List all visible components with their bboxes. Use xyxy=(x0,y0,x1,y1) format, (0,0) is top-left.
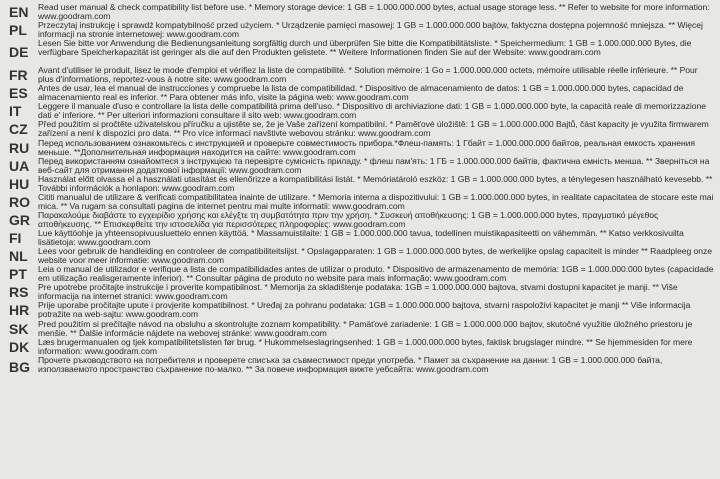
lang-code: PL xyxy=(9,22,27,39)
lang-code: RS xyxy=(9,284,29,301)
lang-row-rs xyxy=(0,283,720,301)
lang-code: RO xyxy=(9,193,30,210)
lang-row-hu xyxy=(0,175,720,193)
lang-code: BG xyxy=(9,358,30,375)
lang-row-en xyxy=(0,3,720,21)
lang-row-ua xyxy=(0,157,720,175)
lang-text: Перед використанням ознайомтеся з інструкцією та перевірте сумісність приладу. * флеш пам'ять: 1 ГБ = 1.000.000.000 байтів, фактична ємність менша. ** Зверніться на веб-сайт для отримання додаткової інформації: www.goodram.com xyxy=(38,156,710,175)
lang-code: EN xyxy=(9,4,29,20)
lang-code: SK xyxy=(9,320,29,337)
lang-code: CZ xyxy=(9,121,28,138)
lang-row-sk xyxy=(0,320,720,338)
lang-row-nl xyxy=(0,247,720,265)
lang-text: Παρακαλούμε διαβάστε το εγχειρίδιο χρήσης και ελέγξτε τη συμβατότητα πριν την χρήση. * Συσκευή αποθήκευσης: 1 GB = 1.000.000.000 bytes, πραγματικό μέγεθος αποθήκευσης. ** Επισκεφθείτε την ιστοσελίδα για περισσότερες πληροφορίες: www.goodram.com xyxy=(38,210,659,229)
lang-text: Antes de usar, lea el manual de instrucciones y compruebe la lista de compatibilidad. * Dispositivo de almacenamiento de datos: 1 GB = 1.000.000.000 bytes, capacidad de almacenamiento real es inferior. ** Para obtener más info, visite la página web: www.goodram.com xyxy=(38,84,684,103)
lang-code: HR xyxy=(9,302,30,319)
lang-row-pt xyxy=(0,265,720,283)
lang-text: Leia o manual de utilizador e verifique a lista de compatibilidades antes de utilizar o produto. * Dispositivo de armazenamento de memória: 1GB = 1.000.000.000 bytes (capacidade em utilização realisgeramente inferior). ** Consultar página de produto no website para mais informação: www.goodram.com xyxy=(38,265,714,284)
lang-code: DK xyxy=(9,338,30,355)
lang-code: HU xyxy=(9,175,30,192)
lang-code: PT xyxy=(9,266,27,283)
lang-text: Перед использованием ознакомьтесь с инструкцией и проверьте совместимость прибора.*Флеш-память: 1 Гбайт = 1.000.000.000 байтов, реальная емкость хранения меньше. **Дополнительная информация находится на сайте: www.goodram.com xyxy=(38,138,696,157)
lang-code: UA xyxy=(9,157,30,174)
lang-code: IT xyxy=(9,103,22,120)
lang-text: Pred použitím si prečítajte návod na obsluhu a skontrolujte zoznam kompatibility. * Pamäťové zariadenie: 1 GB = 1.000.000.000 bajtov, skutočné využitie úložného priestoru je menšie. ** Ďalšie informácie nájdete na webovej stránke: www.goodram.com xyxy=(38,319,693,338)
lang-code: RU xyxy=(9,139,30,156)
lang-text: Przeczytaj instrukcję i sprawdź kompatybilność przed użyciem. * Urządzenie pamięci masowej: 1 GB = 1.000.000.000 bajtów, faktyczna dostępna pojemność mniejsza. ** Więcej informacji na stronie internetowej: www.goodram.com xyxy=(38,21,703,40)
lang-code: FI xyxy=(9,230,22,247)
lang-code: GR xyxy=(9,211,30,228)
lang-code: FR xyxy=(9,67,28,84)
lang-row-hr xyxy=(0,301,720,319)
lang-text: Avant d'utiliser le produit, lisez le mode d'emploi et vérifiez la liste de compatibilité. * Solution mémoire: 1 Go = 1.000.000.000 octets, mémoire utilisable réelle inférieure. ** Pour plus d'informations, reportez-vous à notre site: www.goodram.com xyxy=(38,66,698,85)
lang-text: Használat előtt olvassa el a használati utasítást és ellenőrizze a kompatibilitási listát. * Memóriatároló eszköz: 1 GB = 1.000.000.000 bytes, a ténylegesen használható kevesebb. ** További információk a honlapon: www.goodram.com xyxy=(38,174,713,193)
lang-text: Cititi manualul de utilizare & verificati compatibilitatea inainte de utilizare. * Memoria interna a dispozitivului: 1 GB = 1.000.000.000 bytes, in realitate capacitatea de stocare este mai mica. ** Va rugam sa consultati pagina de internet pentru mai multe informatii: www.goodram.com xyxy=(38,192,714,211)
lang-row-es xyxy=(0,84,720,102)
lang-row-gr xyxy=(0,211,720,229)
lang-code: ES xyxy=(9,85,28,102)
lang-row-pl xyxy=(0,21,720,39)
lang-code: NL xyxy=(9,248,28,265)
lang-row-dk xyxy=(0,338,720,356)
lang-code: DE xyxy=(9,44,29,61)
lang-text: Læs brugermanualen og tjek kompatibilitetslisten før brug. * Hukommelseslagringsenhed: 1 GB = 1.000.000.000 bytes, faktisk brugslager mindre. ** Se hjemmesiden for mere information: www.goodram.com xyxy=(38,337,693,356)
lang-row-ru xyxy=(0,139,720,157)
lang-row-ro xyxy=(0,193,720,211)
lang-row-it xyxy=(0,102,720,120)
lang-text: Lees voor gebruik de handleiding en controleer de compatibiliteitslijst. * Opslagapparaten: 1 GB = 1.000.000.000 bytes, de werkelijke opslag capaciteit is minder ** Raadpleeg onze website voor meer informatie: www.goodram.com xyxy=(38,247,712,266)
lang-text: Pre upotrebe pročitajte instrukcije i proverite kompatibilnost. * Memorija za skladištenje podataka: 1GB = 1.000.000.000 bajtova, stvarni dostupni kapacitet je manji. ** Više informacija na internet stranici: www.goodram.com xyxy=(38,283,678,302)
lang-row-de xyxy=(0,39,720,66)
lang-row-cz xyxy=(0,120,720,138)
lang-row-fi xyxy=(0,229,720,247)
lang-text: Prije uporabe pročitajte upute i provjerite kompatibilnost. * Uređaj za pohranu podataka: 1GB = 1.000.000.000 bajtova, stvarni raspoloživi kapacitet je manji ** Više informacija potražite na web-sajtu: www.goodram.com xyxy=(38,301,691,320)
lang-text: Read user manual & check compatibility list before use. * Memory storage device: 1 GB = 1.000.000.000 bytes, actual usage storage less. ** Refer to website for more information: www.goodram.com xyxy=(38,3,710,21)
lang-text: Před použitím si pročtěte uživatelskou příručku a ujistěte se, že je Vaše zařízení kompatibilní. * Paměťové úložiště: 1 GB = 1.000.000.000 Bajtů, část kapacity je využita firmwarem zařízení a není k dispozici pro data. ** Pro více informací navštivte webovou stránku: www.goodram.com xyxy=(38,120,709,139)
lang-row-bg xyxy=(0,356,720,380)
lang-text: Прочете ръководството на потребителя и проверете списъка за съвместимост преди употреба. * Памет за съхранение на данни: 1 GB = 1.000.000.000 байта, използваемото пространство съхранение по-малко. ** За повече информация вижте уебсайта: www.goodram.com xyxy=(38,355,663,374)
lang-text: Leggere il manuale d'uso e controllare la lista delle compatibilità prima dell'uso. * Dispositivo di archiviazione dati: 1 GB = 1.000.000.000 byte, la capacità reale di memorizzazione dati e' inferiore. ** Per ulteriori informazioni consultare il sito web: www.goodram.com xyxy=(38,102,706,121)
lang-text: Lue käyttöohje ja yhteensopivuusluettelo ennen käyttöä. * Massamuistilaite: 1 GB = 1.000.000.000 tavua, todellinen muistikapasiteetti on vähemmän. ** Katso verkkosivuilta lisätietoja: www.goodram.com xyxy=(38,229,684,248)
lang-row-fr xyxy=(0,66,720,84)
lang-text: Lesen Sie bitte vor Anwendung die Bedienungsanleitung sorgfältig durch und überprüfen Sie bitte die Kompatibilitätsliste. * Speichermedium: 1 GB = 1.000.000.000 Bytes, die verfügbare Speicherkapazität ist geringer als die auf den Produkten gelistete. ** Weitere Informationen finden Sie auf der Website: www.goodram.com xyxy=(38,39,692,58)
